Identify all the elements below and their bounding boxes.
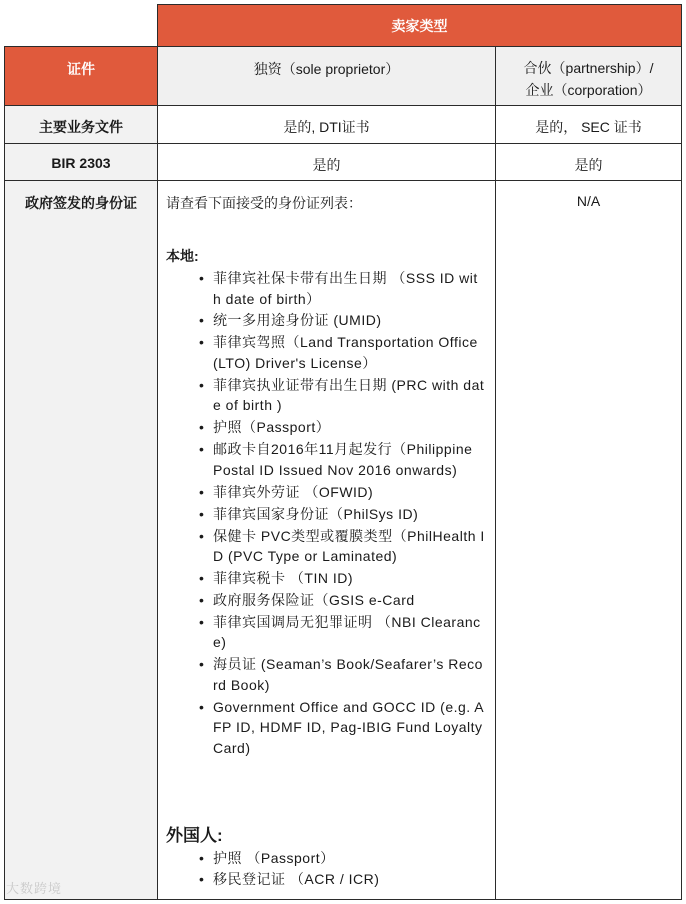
- list-item: • 菲律宾社保卡带有出生日期 （SSS ID with date of birth）: [213, 268, 487, 309]
- list-item: • 菲律宾外劳证 （OFWID): [213, 482, 487, 503]
- local-heading: 本地:: [166, 248, 199, 264]
- list-item: • Government Office and GOCC ID (e.g. AFP ID, HDMF ID, Pag-IBIG Fund Loyalty Card): [213, 697, 487, 759]
- row-value-corp-business-doc: 是的， SEC 证书: [495, 105, 682, 144]
- government-id-list: [157, 180, 496, 900]
- list-item: • 移民登记证 （ACR / ICR): [213, 869, 487, 890]
- list-item: • 菲律宾国调局无犯罪证明 （NBI Clearance): [213, 612, 487, 653]
- list-item: • 菲律宾国家身份证（PhilSys ID): [213, 504, 487, 525]
- header-document: 证件: [4, 46, 158, 106]
- list-item: • 政府服务保险证（GSIS e-Card: [213, 590, 487, 611]
- row-value-corp-bir: 是的: [495, 143, 682, 181]
- list-item: • 菲律宾税卡 （TIN ID): [213, 568, 487, 589]
- foreign-heading: 外国人:: [166, 825, 223, 845]
- list-item: • 统一多用途身份证 (UMID): [213, 310, 487, 331]
- row-label-main-business-doc: 主要业务文件: [4, 105, 158, 144]
- list-item: • 护照（Passport）: [213, 417, 487, 438]
- list-item: • 护照 （Passport）: [213, 848, 487, 869]
- header-partnership-corporation: [495, 46, 682, 106]
- list-item: • 菲律宾执业证带有出生日期 (PRC with date of birth ): [213, 375, 487, 416]
- row-value-corp-government-id: N/A: [495, 180, 682, 900]
- header-partnership-line1: 合伙（partnership）/: [523, 60, 654, 76]
- row-label-bir: BIR 2303: [4, 143, 158, 181]
- list-item: • 菲律宾驾照（Land Transportation Office (LTO) Driver's License）: [213, 332, 487, 373]
- header-sole-proprietor: 独资（sole proprietor）: [157, 46, 496, 106]
- id-list-intro: 请查看下面接受的身份证列表：: [166, 195, 362, 211]
- list-item: • 保健卡 PVC类型或覆膜类型（PhilHealth ID (PVC Type or Laminated): [213, 526, 487, 567]
- list-item: • 邮政卡自2016年11月起发行（Philippine Postal ID Issued Nov 2016 onwards): [213, 439, 487, 480]
- list-item: • 海员证 (Seaman’s Book/Seafarer’s Record Book): [213, 654, 487, 695]
- watermark: 大数跨境: [6, 881, 63, 896]
- foreign-id-list: [166, 848, 487, 890]
- header-seller-type: 卖家类型: [157, 4, 682, 47]
- local-id-list: [166, 268, 487, 759]
- row-value-sole-bir: 是的: [157, 143, 496, 181]
- row-value-sole-business-doc: 是的, DTI证书: [157, 105, 496, 144]
- header-partnership-line2: 企业（corporation）: [525, 82, 652, 98]
- row-label-government-id: 政府签发的身份证: [4, 180, 158, 900]
